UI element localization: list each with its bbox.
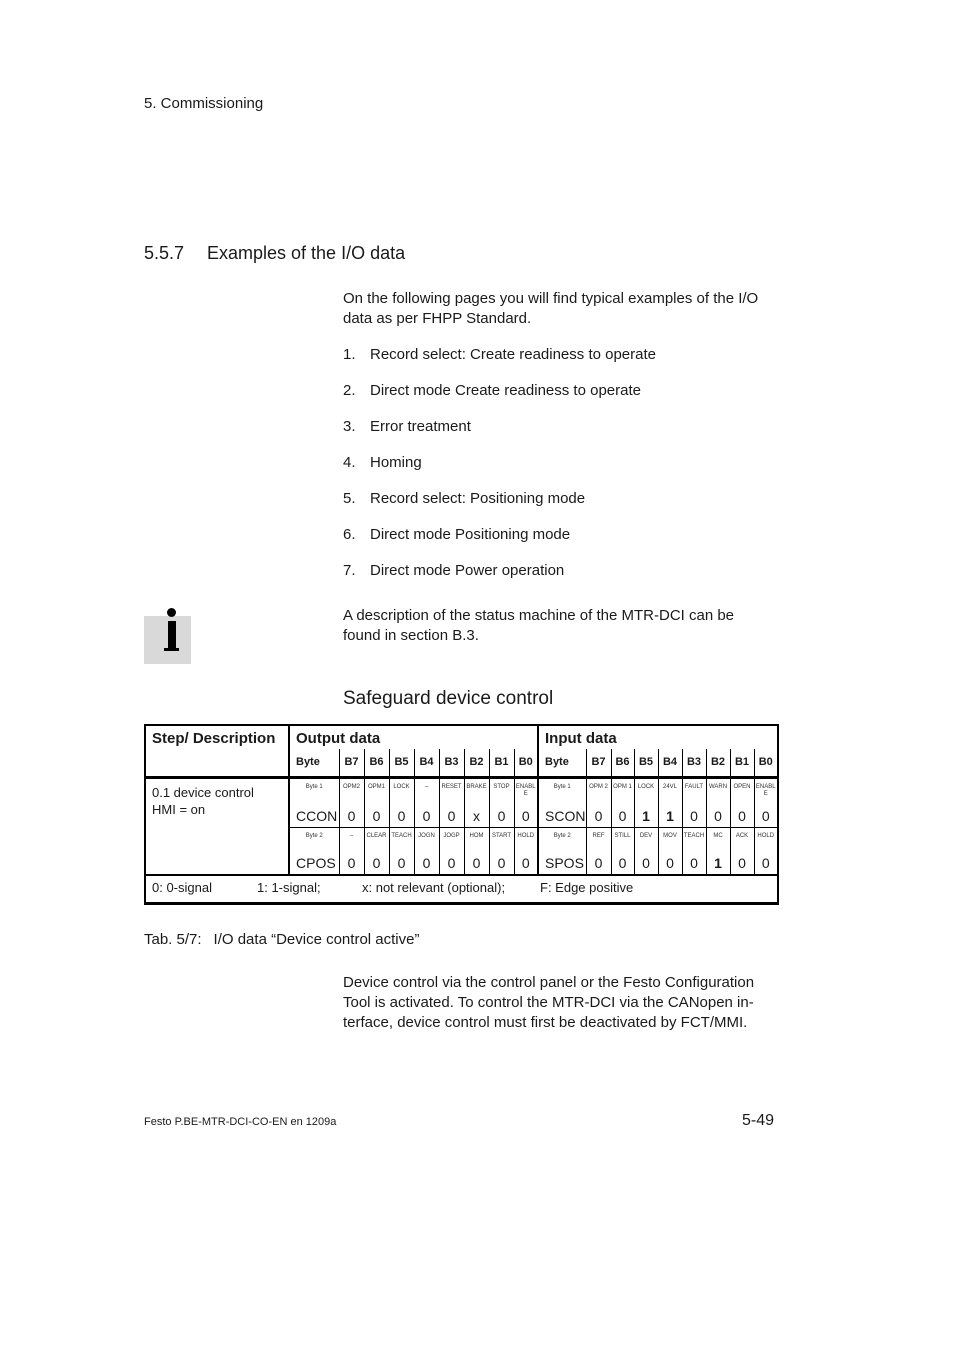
bit-value: 0 xyxy=(389,852,414,875)
list-item-text: Direct mode Positioning mode xyxy=(370,526,571,543)
bit-name: BRAKE xyxy=(464,777,489,805)
bit-name: JOGN xyxy=(414,828,439,852)
list-item xyxy=(343,525,656,561)
step-header: Step/ Description xyxy=(145,725,289,777)
bit-value: 0 xyxy=(658,852,682,875)
register-name: CCON xyxy=(296,808,338,824)
bit-value: 0 xyxy=(489,805,514,828)
list-item xyxy=(343,561,656,597)
bit-value: 0 xyxy=(706,805,730,828)
bit-header: B1 xyxy=(489,749,514,777)
bit-name: TEACH xyxy=(682,828,706,852)
step-description xyxy=(145,777,289,875)
bit-name: MC xyxy=(706,828,730,852)
list-item-number: 7. xyxy=(343,562,356,579)
input-byte-header: Byte xyxy=(538,749,586,777)
list-item-text: Error treatment xyxy=(370,418,471,435)
legend-item: 1: 1-signal; xyxy=(257,879,321,895)
bit-name: STOP xyxy=(489,777,514,805)
bit-value: 0 xyxy=(634,852,658,875)
list-item-number: 2. xyxy=(343,382,356,399)
bit-name: HOM xyxy=(464,828,489,852)
bit-name: OPEN xyxy=(730,777,754,805)
list-item-number: 6. xyxy=(343,526,356,543)
list-item-text: Direct mode Create readiness to operate xyxy=(370,382,641,399)
bit-value: 1 xyxy=(706,852,730,875)
bit-header: B2 xyxy=(464,749,489,777)
bit-value: 0 xyxy=(414,805,439,828)
example-list xyxy=(343,345,656,597)
bit-header: B0 xyxy=(514,749,538,777)
bit-name: ACK xyxy=(730,828,754,852)
bit-value: 0 xyxy=(339,805,364,828)
bit-name: JOGP xyxy=(439,828,464,852)
bit-value: 0 xyxy=(439,805,464,828)
byte-label: Byte 1 xyxy=(538,777,586,805)
bit-name: CLEAR xyxy=(364,828,389,852)
bit-name: ENABL E xyxy=(754,777,778,805)
bit-header: B7 xyxy=(586,749,611,777)
list-item-number: 3. xyxy=(343,418,356,435)
bit-value: 0 xyxy=(514,805,538,828)
bit-header: B2 xyxy=(706,749,730,777)
bit-name: OPM2 xyxy=(339,777,364,805)
bit-value: x xyxy=(464,805,489,828)
bit-value: 0 xyxy=(364,852,389,875)
footer-document-id: Festo P.BE-MTR-DCI-CO-EN en 1209a xyxy=(144,1116,337,1128)
step-description-line2: HMI = on xyxy=(152,801,206,817)
bit-value: 0 xyxy=(514,852,538,875)
bit-value: 1 xyxy=(634,805,658,828)
bit-header: B0 xyxy=(754,749,778,777)
intro-paragraph: On the following pages you will find typical examples of the I/O data as per FHPP Standard. xyxy=(343,290,759,327)
table-legend xyxy=(145,875,778,904)
bit-value: 0 xyxy=(754,805,778,828)
bit-value: 0 xyxy=(611,805,634,828)
bit-value: 0 xyxy=(586,852,611,875)
bit-value: 0 xyxy=(464,852,489,875)
bit-name: DEV xyxy=(634,828,658,852)
list-item xyxy=(343,381,656,417)
bit-name: OPM 1 xyxy=(611,777,634,805)
output-byte-header: Byte xyxy=(296,756,320,769)
bit-header: B7 xyxy=(339,749,364,777)
caption-text: I/O data “Device control active” xyxy=(213,931,420,948)
chapter-header: 5. Commissioning xyxy=(144,95,264,112)
bit-value: 0 xyxy=(389,805,414,828)
bit-value: 0 xyxy=(489,852,514,875)
output-data-header: Output data xyxy=(296,730,381,747)
info-icon-base xyxy=(164,648,179,651)
bit-value: 0 xyxy=(682,852,706,875)
list-item xyxy=(343,489,656,525)
caption-label: Tab. 5/7: xyxy=(144,931,202,948)
list-item-text: Homing xyxy=(370,454,422,471)
section-number: 5.5.7 xyxy=(144,243,185,263)
page-number: 5-49 xyxy=(742,1112,775,1129)
list-item-text: Record select: Positioning mode xyxy=(370,490,586,507)
byte-label: Byte 1 xyxy=(289,777,339,805)
io-data-table xyxy=(144,724,779,917)
bit-name: START xyxy=(489,828,514,852)
bit-value: 0 xyxy=(754,852,778,875)
bit-name: LOCK xyxy=(634,777,658,805)
register-name: CPOS xyxy=(296,854,336,871)
bit-header: B4 xyxy=(658,749,682,777)
info-icon xyxy=(144,616,191,664)
bit-header: B6 xyxy=(611,749,634,777)
info-icon-bar xyxy=(168,621,176,650)
bit-header: B5 xyxy=(634,749,658,777)
bit-value: 0 xyxy=(682,805,706,828)
bit-name: WARN xyxy=(706,777,730,805)
bit-header: B5 xyxy=(389,749,414,777)
bit-value: 0 xyxy=(730,805,754,828)
bit-name: HOLD xyxy=(514,828,538,852)
bit-header: B4 xyxy=(414,749,439,777)
bit-name: LOCK xyxy=(389,777,414,805)
bit-name: STILL xyxy=(611,828,634,852)
section-title: Examples of the I/O data xyxy=(207,243,406,263)
bit-name: RESET xyxy=(439,777,464,805)
bit-value: 0 xyxy=(611,852,634,875)
bit-name: FAULT xyxy=(682,777,706,805)
bit-value: 0 xyxy=(586,805,611,828)
list-item-number: 1. xyxy=(343,346,356,363)
info-note: A description of the status machine of the MTR-DCI can be found in section B.3. xyxy=(343,607,735,644)
bit-header: B1 xyxy=(730,749,754,777)
legend-item: F: Edge positive xyxy=(540,879,634,895)
bit-value: 0 xyxy=(730,852,754,875)
step-description-line1: 0.1 device control xyxy=(152,784,254,800)
register-name: SPOS xyxy=(538,852,586,875)
list-item xyxy=(343,345,656,381)
bit-name: REF xyxy=(586,828,611,852)
byte-label: Byte 2 xyxy=(289,828,339,852)
info-icon-dot xyxy=(167,608,176,617)
bit-value: 0 xyxy=(364,805,389,828)
bit-header: B3 xyxy=(439,749,464,777)
list-item-number: 5. xyxy=(343,490,356,507)
io-table-grid xyxy=(144,724,779,905)
bit-name: 24VL xyxy=(658,777,682,805)
legend-item: 0: 0-signal xyxy=(152,879,212,895)
table-title: Safeguard device control xyxy=(343,688,554,709)
bit-value: 0 xyxy=(339,852,364,875)
closing-paragraph: Device control via the control panel or the Festo Configuration Tool is activated. To control the MTR-DCI via the CANopen in-terface, device control must first be deactivated by FCT/MMI. xyxy=(343,974,755,1031)
bit-name: ENABL E xyxy=(514,777,538,805)
byte-label: Byte 2 xyxy=(538,828,586,852)
bit-value: 0 xyxy=(414,852,439,875)
list-item-number: 4. xyxy=(343,454,356,471)
bit-name: – xyxy=(414,777,439,805)
list-item xyxy=(343,453,656,489)
list-item-text: Record select: Create readiness to operate xyxy=(370,346,656,363)
list-item-text: Direct mode Power operation xyxy=(370,562,565,579)
bit-name: – xyxy=(339,828,364,852)
bit-name: HOLD xyxy=(754,828,778,852)
bit-value: 0 xyxy=(439,852,464,875)
bit-header: B6 xyxy=(364,749,389,777)
bit-name: TEACH xyxy=(389,828,414,852)
bit-name: MOV xyxy=(658,828,682,852)
table-caption xyxy=(144,931,419,948)
bit-name: OPM 2 xyxy=(586,777,611,805)
bit-header: B3 xyxy=(682,749,706,777)
list-item xyxy=(343,417,656,453)
bit-value: 1 xyxy=(658,805,682,828)
bit-name: OPM1 xyxy=(364,777,389,805)
register-name: SCON xyxy=(538,805,586,828)
legend-item: x: not relevant (optional); xyxy=(362,879,506,895)
input-data-header: Input data xyxy=(538,725,778,749)
